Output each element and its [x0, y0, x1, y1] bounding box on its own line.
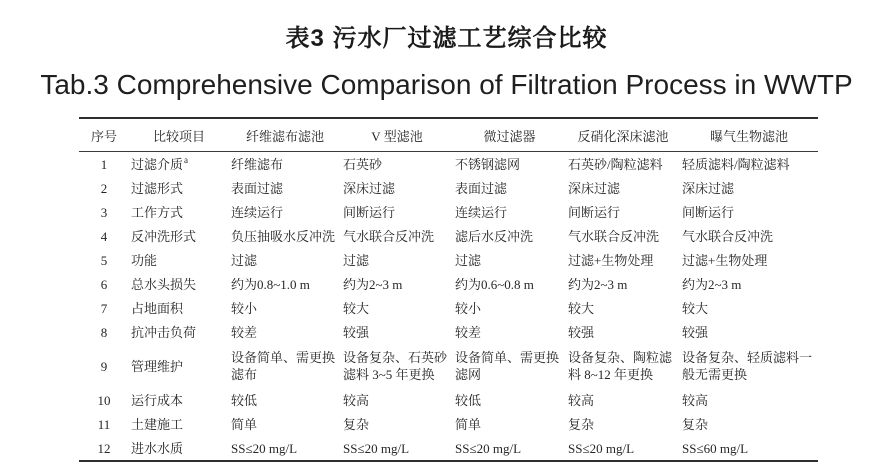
table-row [79, 272, 818, 296]
table-row [79, 176, 818, 200]
row-number: 7 [100, 300, 108, 316]
cell: 复杂 [682, 416, 709, 432]
row-number: 5 [100, 252, 108, 268]
row-label: 运行成本 [131, 392, 184, 408]
row-label: 工作方式 [131, 204, 184, 220]
row-number: 10 [97, 392, 111, 408]
cell: 简单 [231, 416, 258, 432]
cell: 简单 [455, 416, 482, 432]
column-header-denitrification-deep-bed-filter: 反硝化深床滤池 [566, 118, 680, 152]
cell: 设备复杂、轻质滤料一般无需更换 [682, 350, 813, 382]
comparison-table [79, 117, 818, 462]
cell: 约为0.6~0.8 m [455, 276, 534, 292]
column-header-item: 比较项目 [129, 118, 229, 152]
table-row [79, 436, 818, 461]
cell: 较大 [343, 300, 370, 316]
cell: 较小 [455, 300, 482, 316]
cell: 表面过滤 [231, 180, 284, 196]
table-row [79, 388, 818, 412]
cell: 设备复杂、陶粒滤料 8~12 年更换 [568, 350, 673, 382]
row-number: 4 [100, 228, 108, 244]
footnote-marker: a [184, 155, 189, 166]
cell: 约为2~3 m [343, 276, 403, 292]
row-label: 抗冲击负荷 [131, 324, 197, 340]
column-header-no: 序号 [79, 118, 129, 152]
row-label: 过滤形式 [131, 180, 184, 196]
cell: 设备简单、需更换滤网 [455, 350, 560, 382]
row-label: 管理维护 [131, 358, 184, 374]
cell: 深床过滤 [343, 180, 396, 196]
cell: 不锈钢滤网 [455, 156, 521, 172]
table-row [79, 320, 818, 344]
cell: 滤后水反冲洗 [455, 228, 534, 244]
table-row [79, 296, 818, 320]
comparison-table-wrap [79, 117, 818, 462]
cell: 石英砂 [343, 156, 383, 172]
cell: 气水联合反冲洗 [682, 228, 774, 244]
row-label [129, 152, 229, 177]
cell: 约为2~3 m [568, 276, 628, 292]
row-label: 功能 [131, 252, 158, 268]
cell: 过滤+生物处理 [568, 252, 654, 268]
cell: SS≤20 mg/L [568, 440, 635, 456]
cell: 较强 [343, 324, 370, 340]
column-header-v-type-filter: V 型滤池 [341, 118, 453, 152]
cell: 复杂 [568, 416, 595, 432]
cell: 过滤+生物处理 [682, 252, 768, 268]
cell: 过滤 [343, 252, 370, 268]
row-number: 3 [100, 204, 108, 220]
cell: SS≤20 mg/L [231, 440, 298, 456]
cell: 连续运行 [455, 204, 508, 220]
cell: 设备复杂、石英砂滤料 3~5 年更换 [343, 350, 448, 382]
row-number: 1 [100, 156, 108, 172]
cell: 深床过滤 [682, 180, 735, 196]
cell: 约为0.8~1.0 m [231, 276, 310, 292]
column-header-micro-filter: 微过滤器 [453, 118, 566, 152]
table-row [79, 200, 818, 224]
cell: 设备简单、需更换滤布 [231, 350, 336, 382]
cell: 负压抽吸水反冲洗 [231, 228, 336, 244]
column-header-biological-aerated-filter: 曝气生物滤池 [680, 118, 818, 152]
table-row [79, 152, 818, 177]
row-number: 12 [97, 440, 111, 456]
cell: 间断运行 [682, 204, 735, 220]
header-row [79, 118, 818, 152]
cell: 间断运行 [568, 204, 621, 220]
cell: 深床过滤 [568, 180, 621, 196]
row-number: 2 [100, 180, 108, 196]
cell: 较强 [682, 324, 709, 340]
cell: 较大 [568, 300, 595, 316]
row-label: 土建施工 [131, 416, 184, 432]
cell: 较差 [231, 324, 258, 340]
cell: 较差 [455, 324, 482, 340]
cell: SS≤20 mg/L [455, 440, 522, 456]
cell: 较高 [682, 392, 709, 408]
cell: 过滤 [455, 252, 482, 268]
cell: 气水联合反冲洗 [343, 228, 435, 244]
column-header-fiber-cloth-filter: 纤维滤布滤池 [229, 118, 341, 152]
cell: 表面过滤 [455, 180, 508, 196]
cell: 较低 [231, 392, 258, 408]
row-label: 占地面积 [131, 300, 184, 316]
cell: 复杂 [343, 416, 370, 432]
row-number: 6 [100, 276, 108, 292]
table-row [79, 412, 818, 436]
table-title-chinese: 表3 污水厂过滤工艺综合比较 [285, 25, 608, 52]
row-label: 进水水质 [131, 440, 184, 456]
cell: 较高 [343, 392, 370, 408]
cell: SS≤60 mg/L [682, 440, 749, 456]
cell: 连续运行 [231, 204, 284, 220]
row-number: 9 [100, 358, 108, 374]
row-number: 8 [100, 324, 108, 340]
table-row [79, 248, 818, 272]
cell: 轻质滤料/陶粒滤料 [682, 156, 790, 172]
cell: 较大 [682, 300, 709, 316]
cell: 较高 [568, 392, 595, 408]
table-row [79, 224, 818, 248]
cell: 较强 [568, 324, 595, 340]
cell: 间断运行 [343, 204, 396, 220]
cell: 较小 [231, 300, 258, 316]
cell: 较低 [455, 392, 482, 408]
row-number: 11 [97, 416, 111, 432]
cell: 约为2~3 m [682, 276, 742, 292]
cell: 气水联合反冲洗 [568, 228, 660, 244]
cell: 纤维滤布 [231, 156, 284, 172]
row-label-text: 过滤介质 [131, 156, 184, 172]
table-title-english: Tab.3 Comprehensive Comparison of Filtration Process in WWTP [40, 69, 853, 100]
cell: 石英砂/陶粒滤料 [568, 156, 663, 172]
cell: SS≤20 mg/L [343, 440, 410, 456]
row-label: 反冲洗形式 [131, 228, 197, 244]
table-row [79, 344, 818, 388]
cell: 过滤 [231, 252, 258, 268]
row-label: 总水头损失 [131, 276, 197, 292]
